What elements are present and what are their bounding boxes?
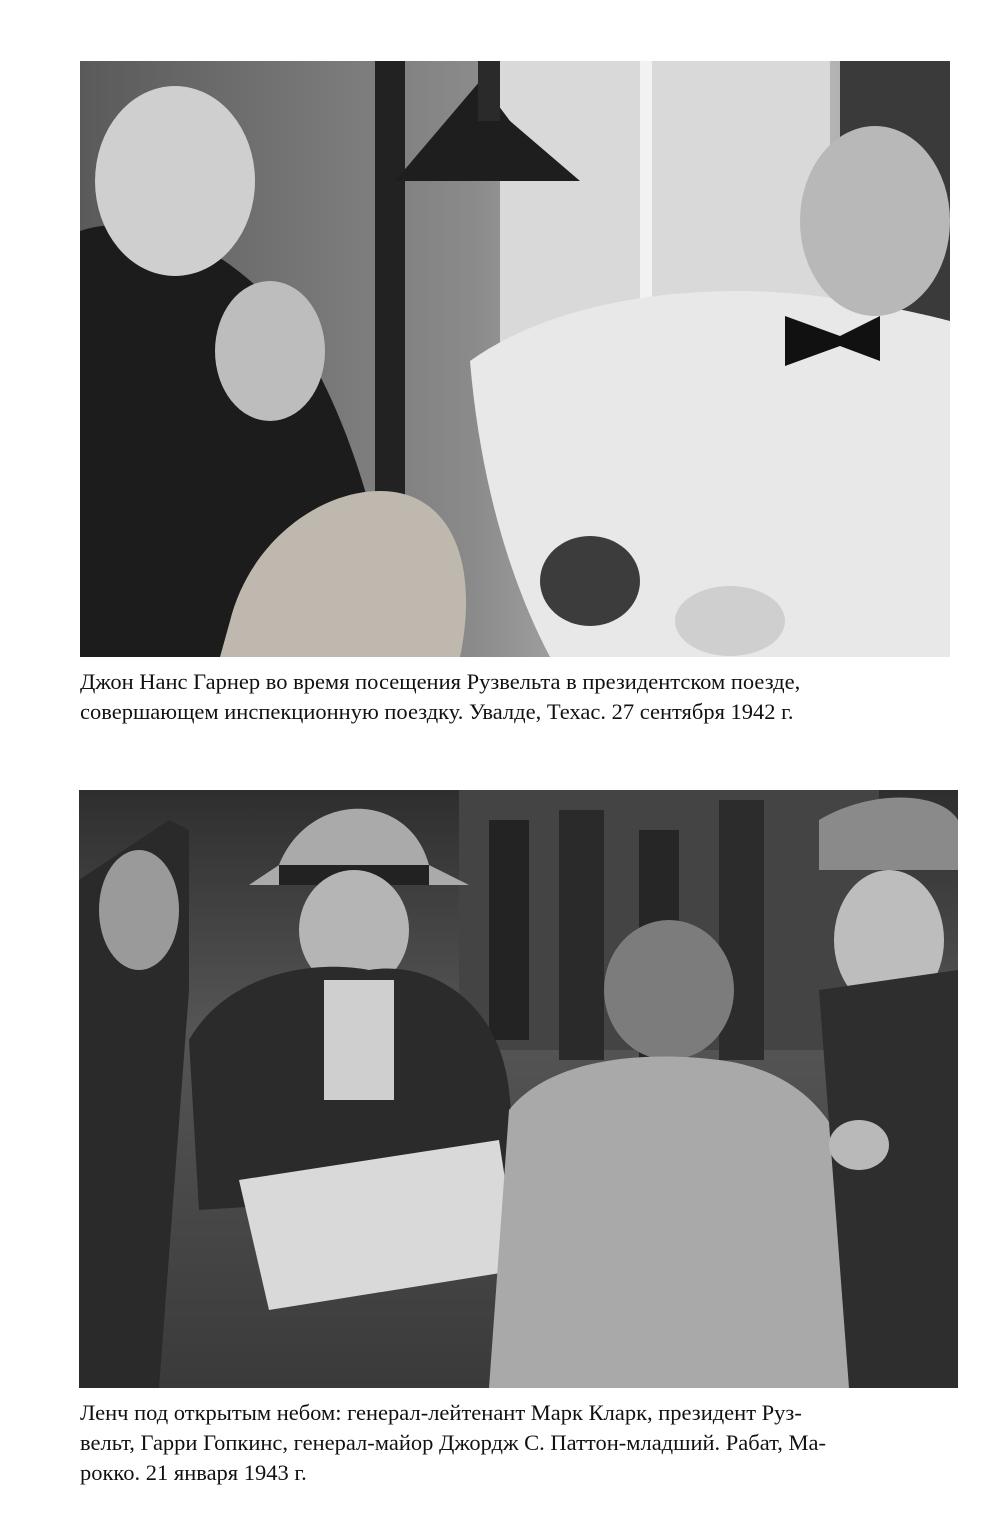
photo-garner-roosevelt-train [80,61,950,657]
photo-outdoor-lunch-rabat [79,790,958,1388]
caption-photo1-line-2: совершающем инспекционную поездку. Увалде, Техас. 27 сентября 1942 г. [80,699,794,724]
caption-photo1-line-1: Джон Нанс Гарнер во время посещения Рузвельта в президентском поезде, [80,669,801,694]
photo-outdoor-lunch-rabat-image [79,790,958,1388]
caption-photo1 [80,667,960,727]
photo-garner-roosevelt-train-image [80,61,950,657]
caption-photo2-line-3: рокко. 21 января 1943 г. [80,1460,307,1485]
caption-photo2-line-2: вельт, Гарри Гопкинс, генерал-майор Джордж С. Паттон-младший. Рабат, Ма- [80,1430,827,1455]
caption-photo2 [80,1398,960,1488]
caption-photo2-line-1: Ленч под открытым небом: генерал-лейтенант Марк Кларк, президент Руз- [80,1400,802,1425]
